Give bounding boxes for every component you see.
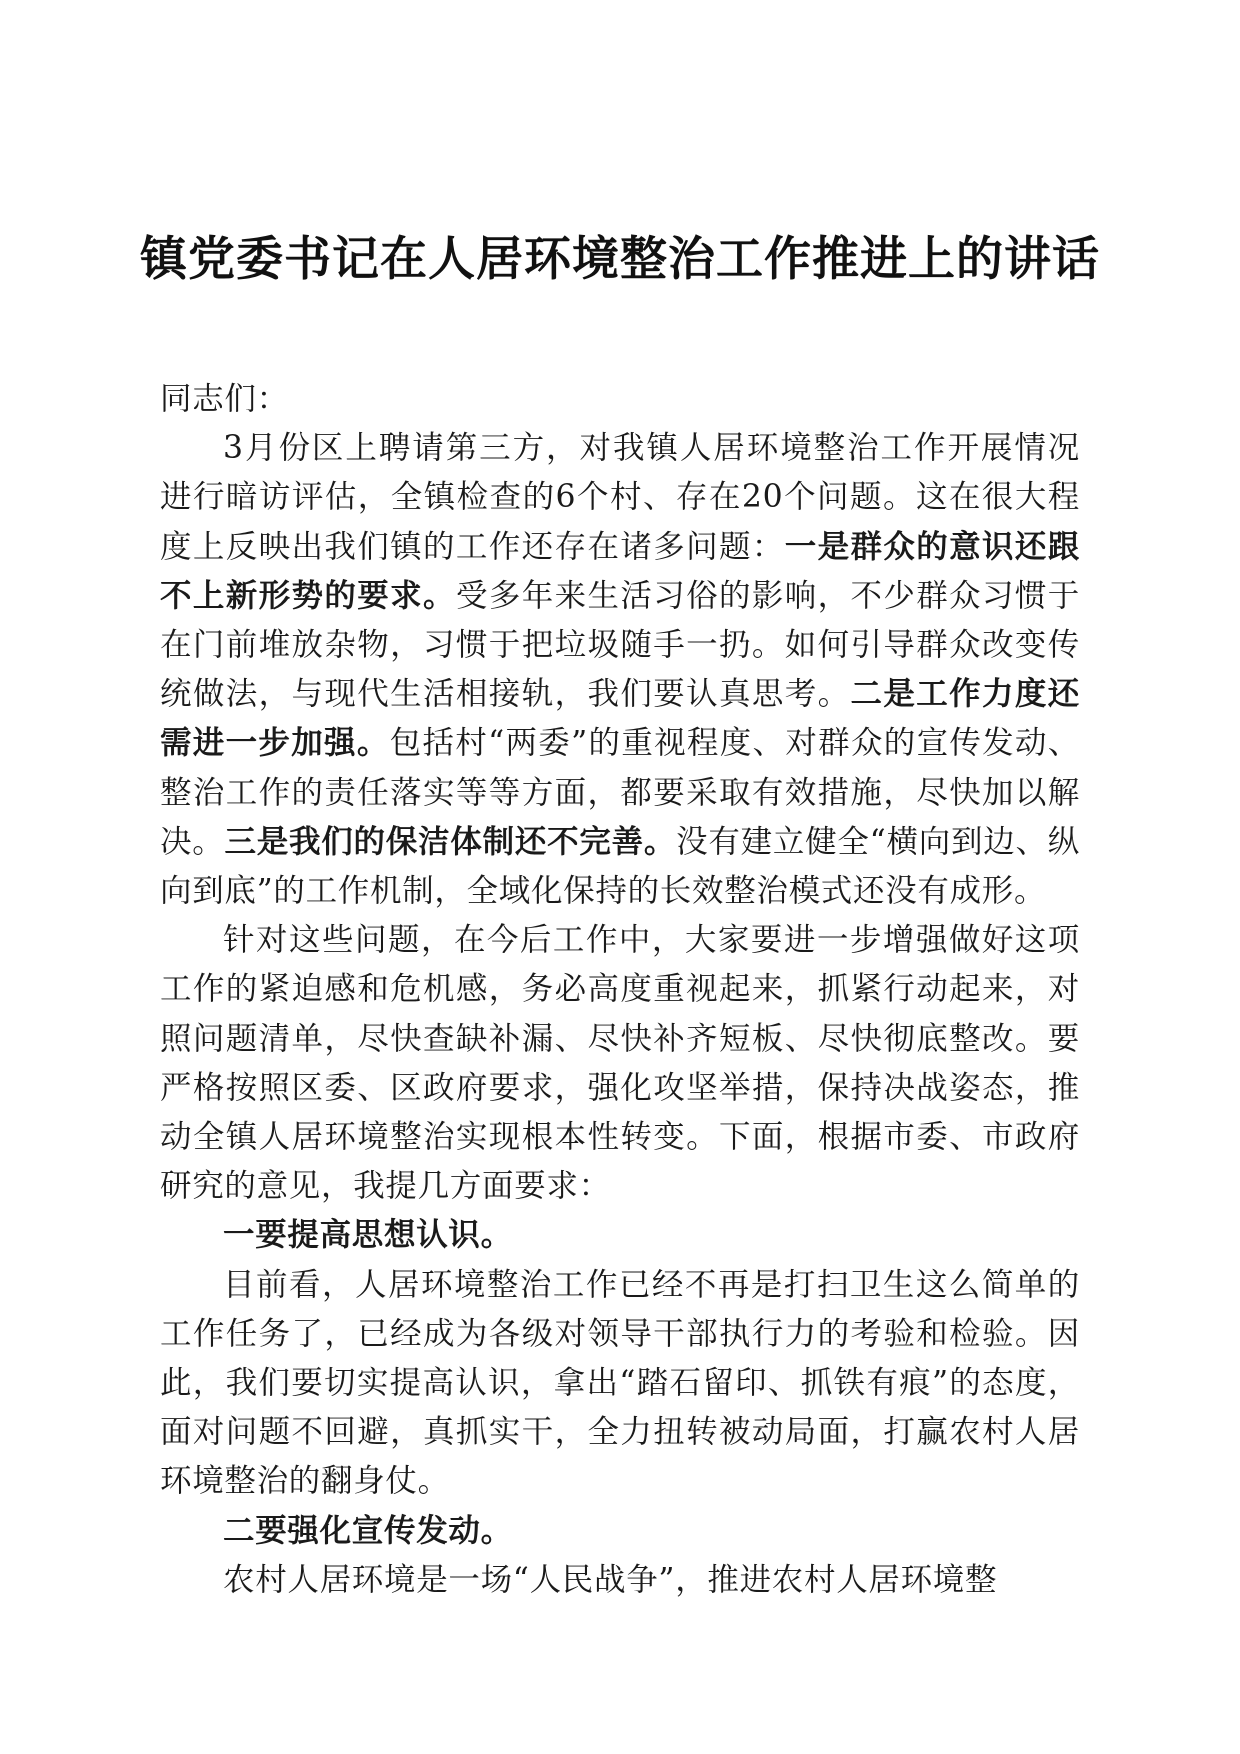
document-body <box>160 375 1080 1605</box>
paragraph-text: 没有建立健全“横向到边、纵向到底”的工作机制，全域化保持的长效整治模式还没有成形。 <box>160 823 1080 910</box>
salutation: 同志们： <box>160 381 289 417</box>
paragraph-awareness: 目前看，人居环境整治工作已经不再是打扫卫生这么简单的工作任务了，已经成为各级对领导干部执行力的考验和检验。因此，我们要切实提高认识，拿出“踏石留印、抓铁有痕”的态度，面对问题不回避，真抓实干，全力扭转被动局面，打赢农村人居环境整治的翻身仗。 <box>160 1266 1080 1500</box>
bold-point-1: 一是群众的意识还跟不上新形势的要求。 <box>160 528 1080 614</box>
bold-point-2: 二是工作力度还需进一步加强。 <box>160 676 1081 762</box>
bold-point-3: 三是我们的保洁体制还不完善。 <box>224 823 677 860</box>
document-title: 镇党委书记在人居环境整治工作推进上的讲话 <box>140 232 1100 287</box>
section-heading-1: 一要提高思想认识。 <box>223 1217 513 1254</box>
paragraph-publicity: 农村人居环境是一场“人民战争”，推进农村人居环境整 <box>223 1561 998 1598</box>
section-heading-2: 二要强化宣传发动。 <box>223 1512 513 1549</box>
paragraph-text: 受多年来生活习俗的影响，不少群众习惯于在门前堆放杂物，习惯于把垃圾随手一扔。如何引导群众改变传统做法，与现代生活相接轨，我们要认真思考。 <box>160 577 1080 713</box>
paragraph-response: 针对这些问题，在今后工作中，大家要进一步增强做好这项工作的紧迫感和危机感，务必高度重视起来，抓紧行动起来，对照问题清单，尽快查缺补漏、尽快补齐短板、尽快彻底整改。要严格按照区委、区政府要求，强化攻坚举措，保持决战姿态，推动全镇人居环境整治实现根本性转变。下面，根据市委、市政府研究的意见，我提几方面要求： <box>160 922 1080 1205</box>
paragraph-problems <box>160 424 1080 916</box>
paragraph-text: 3月份区上聘请第三方，对我镇人居环境整治工作开展情况进行暗访评估，全镇检查的6个村、存在20个问题。这在很大程度上反映出我们镇的工作还存在诸多问题： <box>160 430 1080 565</box>
paragraph-text: 包括村“两委”的重视程度、对群众的宣传发动、整治工作的责任落实等等方面，都要采取有效措施，尽快加以解决。 <box>160 725 1080 860</box>
